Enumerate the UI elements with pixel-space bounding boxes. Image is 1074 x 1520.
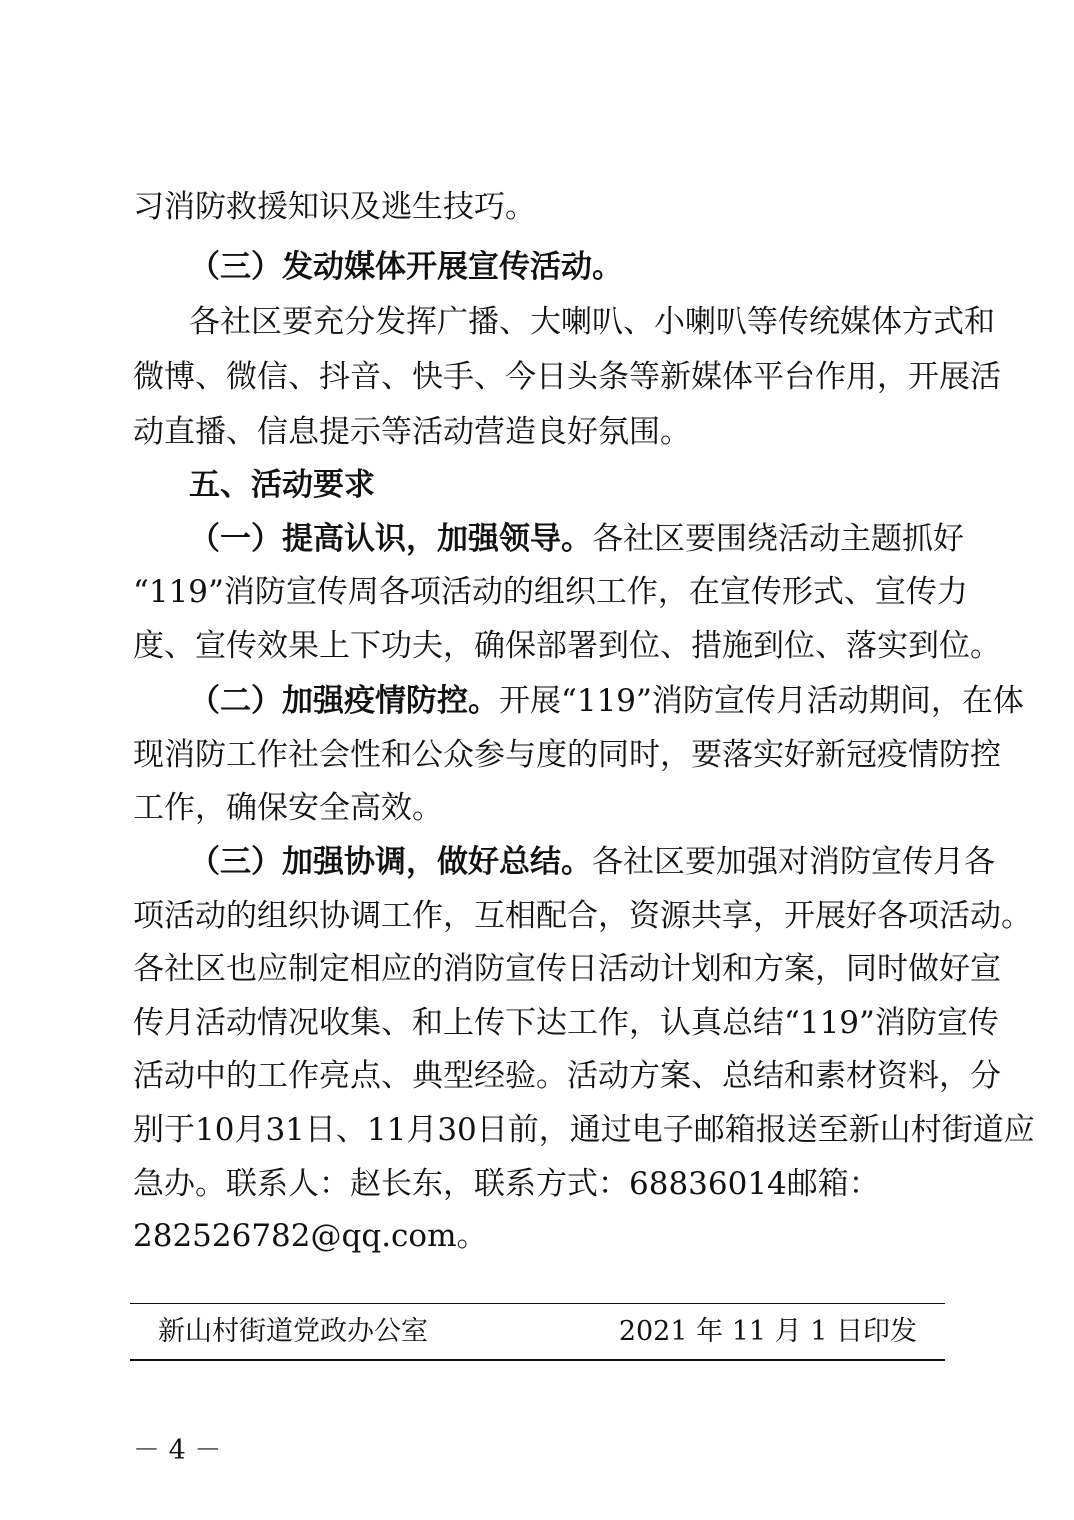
footer-issuer: 新山村街道党政办公室 (158, 1316, 428, 1347)
requirement-3-line-6 (133, 1109, 1035, 1151)
body-text: 度、宣传效果上下功夫，确保部署到位、措施到位、落实到位。 (133, 628, 1001, 664)
requirement-3-line-8 (133, 1215, 948, 1257)
contact-text: 急办。联系人：赵长东，联系方式：68836014邮箱： (133, 1166, 880, 1202)
page-number: － 4 － (133, 1435, 222, 1466)
section-heading-text: 五、活动要求 (189, 467, 375, 503)
body-text: 项活动的组织协调工作，互相配合，资源共享，开展好各项活动。 (133, 898, 1032, 934)
body-line-3 (189, 301, 995, 343)
requirement-3-line-5 (133, 1055, 1001, 1097)
body-text: 微博、微信、抖音、快手、今日头条等新媒体平台作用，开展活 (133, 359, 1001, 395)
body-line-5 (133, 411, 948, 453)
footer-date: 2021 年 11 月 1 日印发 (618, 1316, 917, 1347)
body-text: 各社区要加强对消防宣传月各 (592, 844, 995, 880)
body-text: 工作，确保安全高效。 (133, 790, 443, 826)
body-text: “119”消防宣传周各项活动的组织工作，在宣传形式、宣传力 (133, 574, 968, 610)
section-heading (189, 464, 948, 506)
body-text: 传月活动情况收集、和上传下达工作，认真总结“119”消防宣传 (133, 1005, 999, 1041)
requirement-3-line-7 (133, 1163, 948, 1205)
body-text: 开展“119”消防宣传月活动期间，在体 (499, 683, 1024, 719)
requirement-2-line-1 (189, 680, 1024, 722)
requirement-1-line-3 (133, 625, 1001, 667)
requirement-3-line-3 (133, 948, 1001, 990)
subheading-text: （三）发动媒体开展宣传活动。 (189, 249, 623, 285)
body-line-1 (133, 186, 948, 228)
body-text: 动直播、信息提示等活动营造良好氛围。 (133, 414, 691, 450)
requirement-3-line-4 (133, 1002, 999, 1044)
requirement-2-line-3 (133, 787, 948, 829)
subheading-media (189, 246, 948, 288)
requirement-3-lead: （三）加强协调，做好总结。 (189, 844, 592, 880)
requirement-2-line-2 (133, 734, 1001, 776)
body-line-4 (133, 356, 1001, 398)
body-text: 现消防工作社会性和公众参与度的同时，要落实好新冠疫情防控 (133, 737, 1001, 773)
email-text: 282526782@qq.com。 (133, 1218, 488, 1254)
footer-top-rule (130, 1303, 945, 1304)
requirement-1-lead: （一）提高认识，加强领导。 (189, 521, 592, 557)
body-text: 各社区也应制定相应的消防宣传日活动计划和方案，同时做好宣 (133, 951, 1001, 987)
requirement-2-lead: （二）加强疫情防控。 (189, 683, 499, 719)
body-text: 各社区要充分发挥广播、大喇叭、小喇叭等传统媒体方式和 (189, 304, 995, 340)
body-text: 别于10月31日、11月30日前，通过电子邮箱报送至新山村街道应 (133, 1112, 1035, 1148)
body-text: 各社区要围绕活动主题抓好 (592, 521, 964, 557)
requirement-1-line-2 (133, 571, 968, 613)
requirement-3-line-2 (133, 895, 1032, 937)
body-text: 习消防救援知识及逃生技巧。 (133, 189, 536, 225)
requirement-3-line-1 (189, 841, 995, 883)
body-text: 活动中的工作亮点、典型经验。活动方案、总结和素材资料，分 (133, 1058, 1001, 1094)
footer-bottom-rule (130, 1359, 945, 1361)
requirement-1-line-1 (189, 518, 964, 560)
